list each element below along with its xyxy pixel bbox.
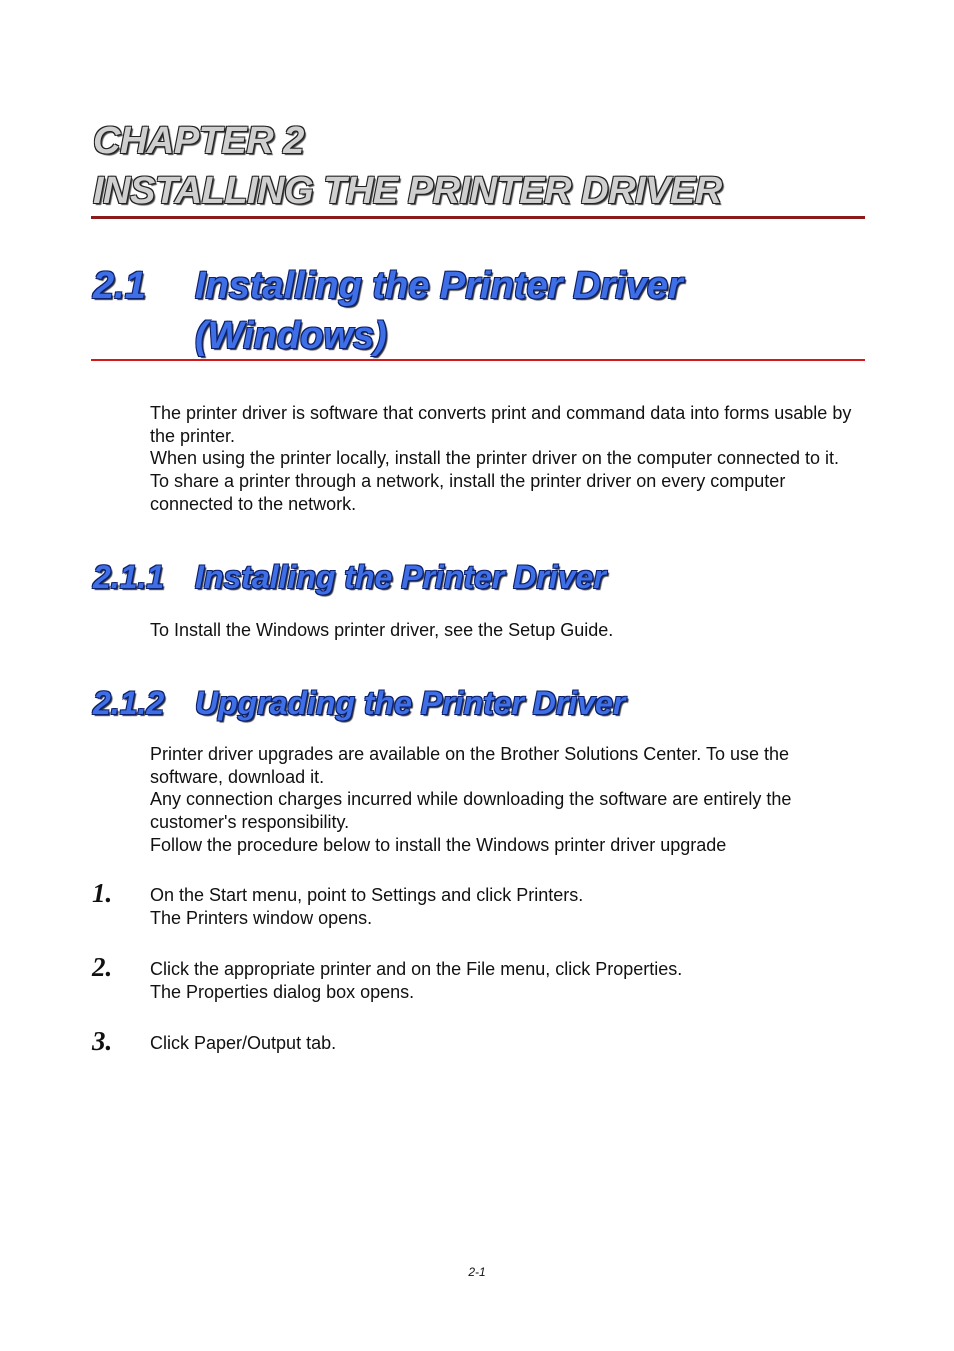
subsection-2-paragraph-3: Follow the procedure below to install the Windows printer driver upgrade bbox=[150, 834, 727, 855]
subsection-2-paragraph-2: Any connection charges incurred while downloading the software are entirely the customer's responsibility. bbox=[150, 789, 792, 833]
page-number: 2-1 bbox=[468, 1265, 486, 1279]
subsection-2-heading bbox=[93, 683, 865, 723]
subsection-2-intro bbox=[150, 743, 855, 857]
step-2-number: 2. bbox=[92, 952, 113, 982]
subsection-2-title: Upgrading the Printer Driver bbox=[195, 685, 626, 721]
step-2-line-1: Click the appropriate printer and on the File menu, click Properties. bbox=[150, 959, 683, 979]
step-2-text bbox=[150, 958, 855, 1003]
step-1-line-1: On the Start menu, point to Settings and click Printers. bbox=[150, 885, 584, 905]
subsection-1-number: 2.1.1 bbox=[93, 559, 165, 595]
step-1-text bbox=[150, 884, 855, 929]
chapter-rule bbox=[91, 216, 865, 219]
section-paragraph-1: The printer driver is software that converts print and command data into forms usable by the printer. bbox=[150, 403, 852, 446]
chapter-heading bbox=[93, 116, 865, 216]
step-1-line-2: The Printers window opens. bbox=[150, 907, 373, 928]
step-3-number: 3. bbox=[92, 1026, 113, 1056]
step-2-line-2: The Properties dialog box opens. bbox=[150, 981, 415, 1002]
section-number: 2.1 bbox=[93, 265, 146, 307]
section-intro bbox=[150, 402, 855, 516]
section-paragraph-2: When using the printer locally, install the printer driver on the computer connected to it. To share a printer through a network, install the printer driver on every computer connected to the network. bbox=[150, 448, 840, 514]
subsection-1-title: Installing the Printer Driver bbox=[195, 559, 606, 595]
section-title-line-2: (Windows) bbox=[195, 315, 387, 357]
subsection-2-number: 2.1.2 bbox=[93, 685, 165, 721]
step-3-text bbox=[150, 1032, 855, 1055]
chapter-line-2: INSTALLING THE PRINTER DRIVER bbox=[93, 170, 722, 212]
section-rule bbox=[91, 359, 865, 361]
step-3-line-1: Click Paper/Output tab. bbox=[150, 1033, 337, 1053]
section-heading bbox=[93, 261, 865, 361]
section-title-line-1: Installing the Printer Driver bbox=[195, 265, 683, 307]
subsection-1-text: To Install the Windows printer driver, see the Setup Guide. bbox=[150, 620, 614, 640]
chapter-line-1: CHAPTER 2 bbox=[93, 120, 304, 162]
subsection-2-paragraph-1: Printer driver upgrades are available on the Brother Solutions Center. To use the software, download it. bbox=[150, 744, 790, 787]
subsection-1-heading bbox=[93, 557, 865, 597]
step-1-number: 1. bbox=[92, 878, 113, 908]
